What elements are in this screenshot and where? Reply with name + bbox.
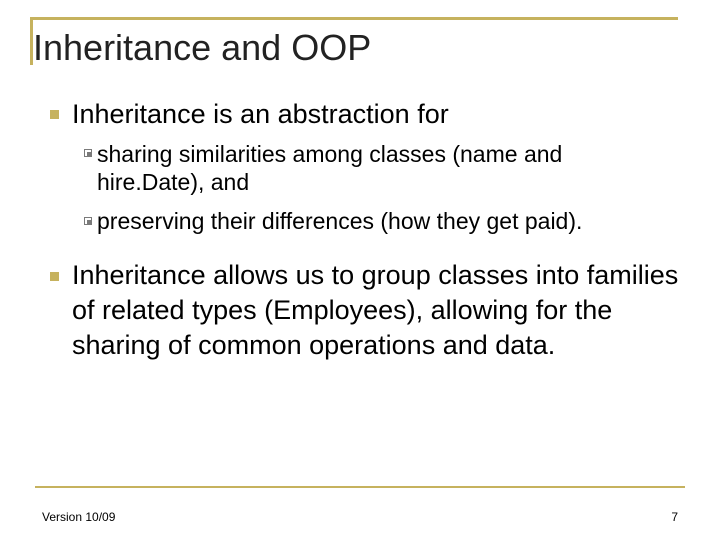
page-number: 7 xyxy=(671,510,678,524)
sub-bullet-square-icon xyxy=(84,149,92,157)
sub-bullet-square-icon xyxy=(84,217,92,225)
sub-bullet-2-text: preserving their differences (how they get paid). xyxy=(97,208,583,234)
bullet-square-icon xyxy=(50,272,59,281)
bullet-square-icon xyxy=(50,110,59,119)
sub-bullet-1-text: sharing similarities among classes (name and hire.Date), and xyxy=(97,141,563,195)
title-frame-top-rule xyxy=(30,17,678,20)
slide-title: Inheritance and OOP xyxy=(33,27,372,68)
bullet-2-text: Inheritance allows us to group classes into families of related types (Employees), allowing for the sharing of common operations and data. xyxy=(72,260,679,360)
footer-rule xyxy=(35,486,685,488)
bullet-1-text: Inheritance is an abstraction for xyxy=(72,99,449,129)
footer-version: Version 10/09 xyxy=(42,510,116,524)
